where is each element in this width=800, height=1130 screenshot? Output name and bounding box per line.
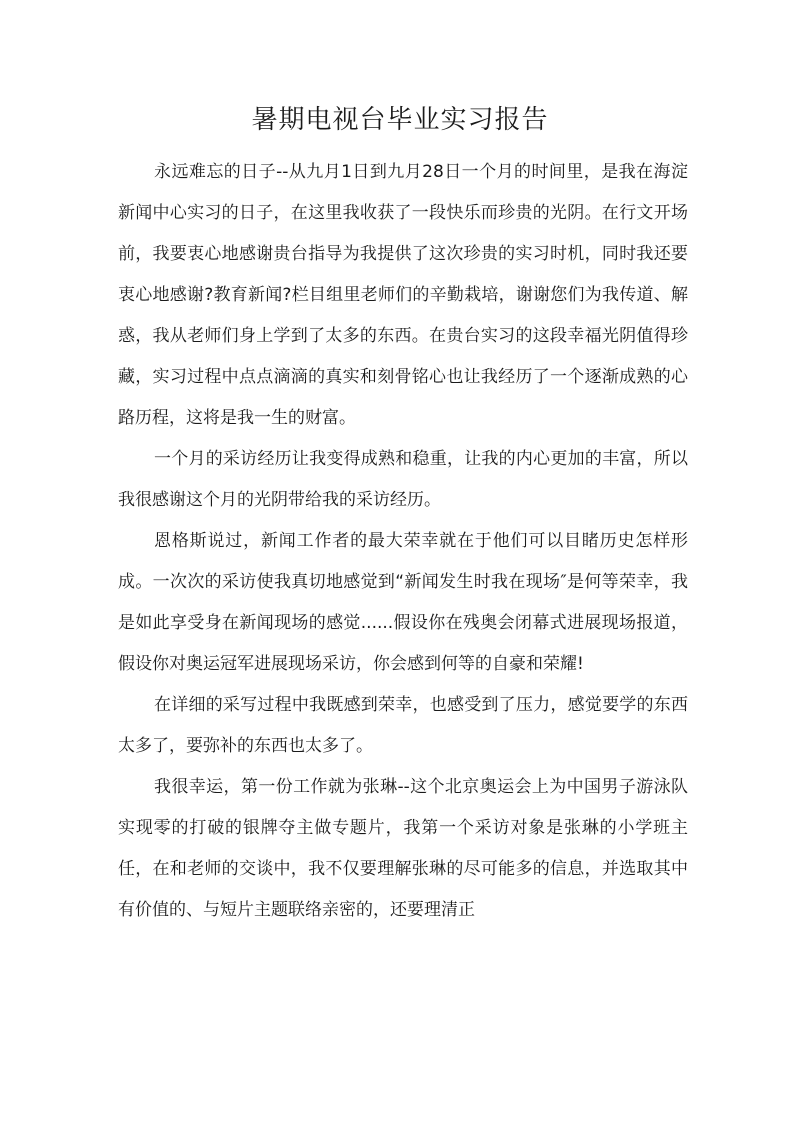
paragraph: 一个月的采访经历让我变得成熟和稳重，让我的内心更加的丰富，所以我很感谢这个月的光阴带给我的采访经历。 xyxy=(118,449,688,510)
paragraph: 恩格斯说过，新闻工作者的最大荣幸就在于他们可以目睹历史怎样形成。一次次的采访使我真切地感觉到“新闻发生时我在现场″是何等荣幸，我是如此享受身在新闻现场的感觉......假设你在残奥会闭幕式进展现场报道，假设你对奥运冠军进展现场采访，你会感到何等的自豪和荣耀! xyxy=(118,531,688,674)
document-body xyxy=(118,152,688,931)
paragraph: 永远难忘的日子--从九月1日到九月28日一个月的时间里，是我在海淀新闻中心实习的日子，在这里我收获了一段快乐而珍贵的光阴。在行文开场前，我要衷心地感谢贵台指导为我提供了这次珍贵的实习时机，同时我还要衷心地感谢?教育新闻?栏目组里老师们的辛勤栽培，谢谢您们为我传道、解惑，我从老师们身上学到了太多的东西。在贵台实习的这段幸福光阴值得珍藏，实习过程中点点滴滴的真实和刻骨铭心也让我经历了一个逐渐成熟的心路历程，这将是我一生的财富。 xyxy=(118,162,688,428)
page-title: 暑期电视台毕业实习报告 xyxy=(251,105,549,135)
paragraph: 我很幸运，第一份工作就为张琳--这个北京奥运会上为中国男子游泳队实现零的打破的银牌夺主做专题片，我第一个采访对象是张琳的小学班主任，在和老师的交谈中，我不仅要理解张琳的尽可能多的信息，并选取其中有价值的、与短片主题联络亲密的，还要理清正 xyxy=(118,777,688,920)
paragraph: 在详细的采写过程中我既感到荣幸，也感受到了压力，感觉要学的东西太多了，要弥补的东西也太多了。 xyxy=(118,695,688,756)
